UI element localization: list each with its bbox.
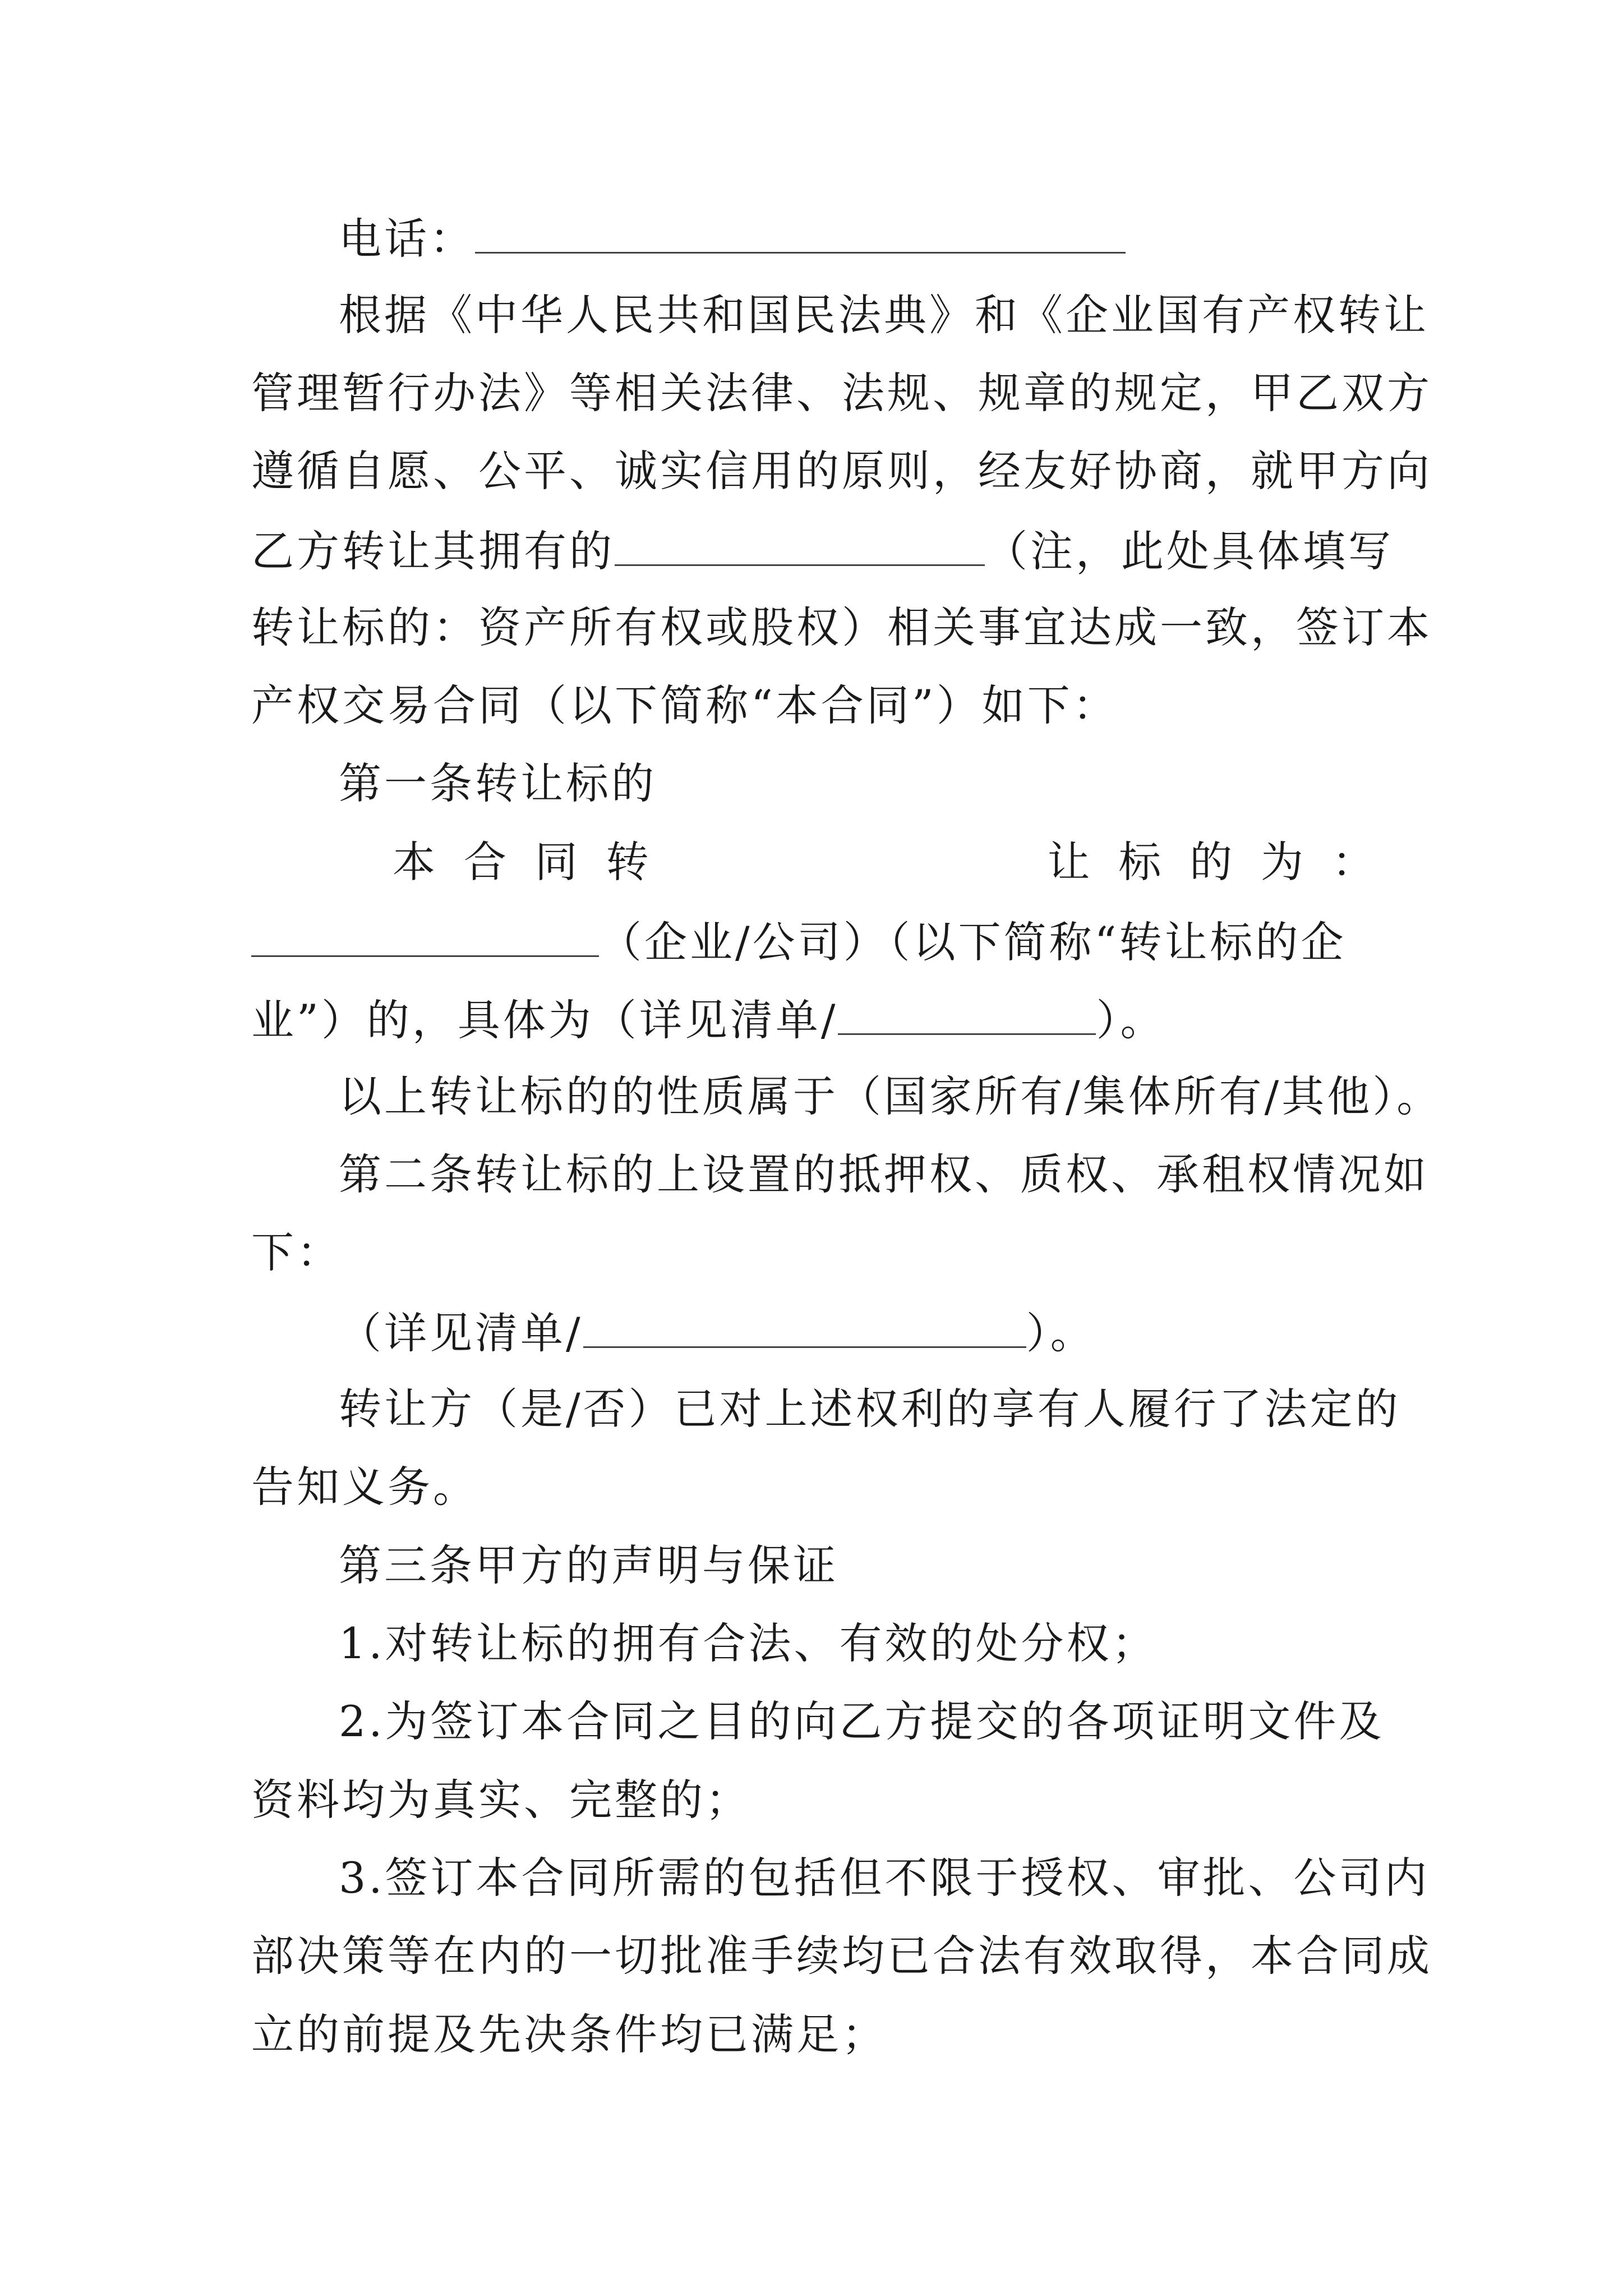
paragraph-text: （企业/公司）（以下简称“转让标的企	[599, 917, 1347, 967]
paragraph-text: 乙方转让其拥有的	[251, 526, 615, 576]
paragraph-line: 下：	[251, 1227, 342, 1277]
transfer-object-blank[interactable]	[615, 524, 985, 566]
paragraph-text: （详见清单/	[339, 1308, 583, 1358]
paragraph-line: 立的前提及先决条件均已满足；	[251, 2009, 887, 2059]
spread-char: 转	[606, 837, 652, 887]
spread-char: 的	[1189, 837, 1235, 887]
spread-char: 合	[463, 837, 509, 887]
spread-char: 让	[1047, 837, 1093, 887]
paragraph-line: 部决策等在内的一切批准手续均已合法有效取得，本合同成	[251, 1931, 1432, 1981]
paragraph-line	[251, 524, 1394, 576]
paragraph-line	[251, 915, 1384, 965]
paragraph-text: 业”）的，具体为（详见清单/	[251, 995, 838, 1045]
paragraph-line: 转让方（是/否）已对上述权利的享有人履行了法定的	[339, 1384, 1401, 1434]
spread-char: 本	[393, 837, 438, 887]
paragraph-text: （注，此处具体填写	[985, 526, 1394, 576]
paragraph-line: 转让标的：资产所有权或股权）相关事宜达成一致，签订本	[251, 602, 1432, 652]
paragraph-line: 遵循自愿、公平、诚实信用的原则，经友好协商，就甲方向	[251, 446, 1432, 496]
list-blank[interactable]	[838, 993, 1096, 1035]
article-1-title: 第一条转让标的	[339, 758, 657, 808]
paragraph-text: ）。	[1096, 995, 1166, 1045]
paragraph-line: 产权交易合同（以下简称“本合同”）如下：	[251, 680, 1118, 730]
paragraph-line: 以上转让标的的性质属于（国家所有/集体所有/其他）。	[339, 1071, 1442, 1121]
list-item: 1.对转让标的拥有合法、有效的处分权；	[339, 1618, 1158, 1668]
paragraph-line: 资料均为真实、完整的；	[251, 1775, 751, 1825]
paragraph-text: ）。	[1026, 1308, 1096, 1358]
spread-char: 为	[1261, 837, 1307, 887]
encumbrance-list-blank[interactable]	[583, 1306, 1026, 1348]
phone-label: 电话：	[339, 214, 475, 264]
paragraph-line	[251, 993, 1384, 1043]
phone-blank[interactable]	[475, 211, 1126, 254]
spread-char: 标	[1118, 837, 1164, 887]
spread-char: ：	[1332, 837, 1377, 887]
paragraph-line: 管理暂行办法》等相关法律、法规、规章的规定，甲乙双方	[251, 368, 1432, 418]
list-item: 3.签订本合同所需的包括但不限于授权、审批、公司内	[339, 1853, 1430, 1903]
article-2-title: 第二条转让标的上设置的抵押权、质权、承租权情况如	[339, 1149, 1429, 1199]
paragraph-line	[339, 1306, 1384, 1356]
paragraph-line: 告知义务。	[251, 1462, 478, 1512]
paragraph-line: 根据《中华人民共和国民法典》和《企业国有产权转让	[339, 290, 1429, 340]
article-3-title: 第三条甲方的声明与保证	[339, 1540, 838, 1590]
article-1-spread-line	[393, 837, 1377, 887]
enterprise-blank[interactable]	[251, 915, 599, 957]
phone-line	[339, 211, 1384, 262]
list-item: 2.为签订本合同之目的向乙方提交的各项证明文件及	[339, 1696, 1385, 1746]
spread-char: 同	[534, 837, 580, 887]
